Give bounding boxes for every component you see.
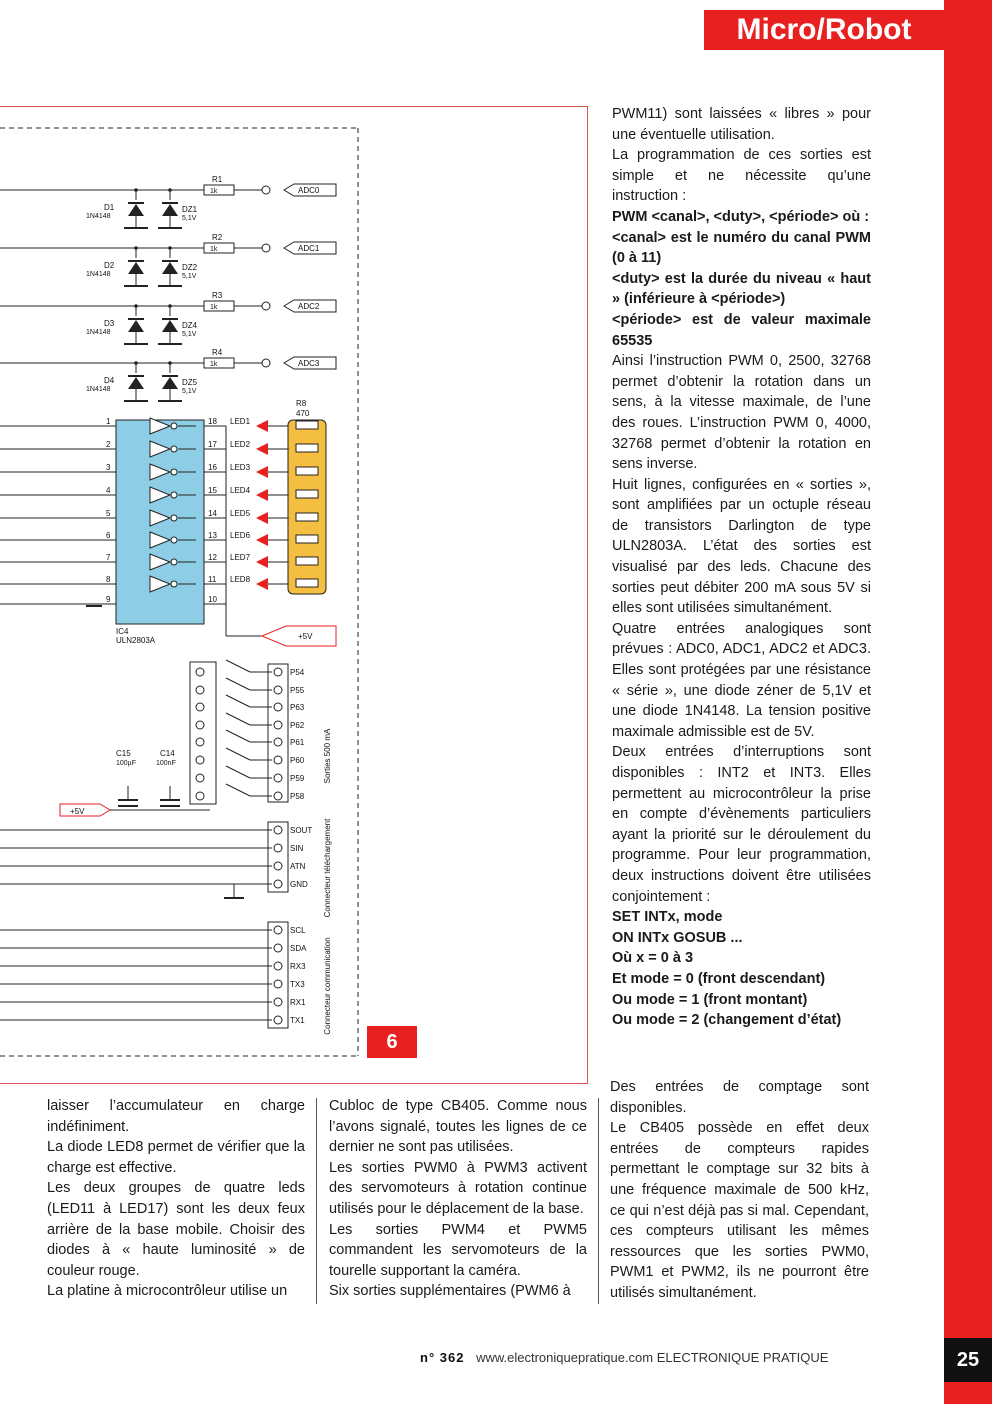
junction-dot — [134, 304, 138, 308]
paragraph: Le CB405 possède en effet deux entrées de compteurs rapides permettant le comptage sur 32 bits à une fréquence maximale de 500 kHz, ce qui n’est déjà pas si mal. Cependant, ces compteurs utilisant les mêmes ressources que les sorties PWM0, PWM1 et PWM2, ils ne pourront être utilisés simultanément. — [610, 1120, 869, 1301]
ic-pin-number: 14 — [208, 509, 217, 518]
inverter-bubble — [171, 537, 177, 543]
diode-symbol — [128, 320, 144, 332]
led-resistor — [296, 513, 318, 521]
column-divider — [598, 1098, 599, 1304]
led-symbol — [256, 489, 268, 501]
inverter-bubble — [171, 446, 177, 452]
zener-ref: DZ1 — [182, 205, 198, 214]
led-resistor — [296, 579, 318, 587]
output-port-label: P61 — [290, 738, 305, 747]
output-line — [226, 678, 250, 690]
schematic-figure — [0, 106, 590, 1086]
resistor-ref: R2 — [212, 233, 223, 242]
resistor-value: 1k — [210, 246, 218, 253]
diode-ref: D1 — [104, 203, 115, 212]
comm-port-label: RX1 — [290, 998, 306, 1007]
output-port-label: P59 — [290, 774, 305, 783]
header-pin — [196, 686, 204, 694]
diode-ref: D3 — [104, 319, 115, 328]
output-line — [226, 784, 250, 796]
led-symbol — [256, 556, 268, 568]
bottom-column-2 — [329, 1096, 587, 1302]
zener-ref: DZ5 — [182, 378, 198, 387]
diode-ref: D4 — [104, 376, 115, 385]
paragraph: Cubloc de type CB405. Comme nous l’avons signalé, toutes les lignes de ce dernier ne sont pas utilisées. — [329, 1098, 587, 1156]
paragraph: <canal> est le numéro du canal PWM (0 à 11) — [612, 229, 871, 267]
terminal — [274, 686, 282, 694]
output-line — [226, 766, 250, 778]
ic-pin-number: 16 — [208, 463, 217, 472]
paragraph: La platine à microcontrôleur utilise un — [47, 1283, 288, 1300]
ic-pin-number: 18 — [208, 417, 217, 426]
led-label: LED8 — [230, 575, 251, 584]
terminal — [274, 703, 282, 711]
resistor-ref: R4 — [212, 348, 223, 357]
led-resistor — [296, 467, 318, 475]
paragraph: PWM11) sont laissées « libres » pour une éventuelle utilisation. — [612, 106, 871, 143]
terminal — [274, 738, 282, 746]
junction-dot — [134, 246, 138, 250]
ic-pin-number: 2 — [106, 440, 111, 449]
zener-symbol — [162, 262, 178, 274]
ic-pin-number: 10 — [208, 595, 217, 604]
ic-pin-number: 5 — [106, 509, 111, 518]
page-edge-red-bar — [944, 0, 992, 1404]
led-label: LED3 — [230, 463, 251, 472]
led-label: LED4 — [230, 486, 251, 495]
output-port-label: P54 — [290, 668, 305, 677]
ic-pin-number: 17 — [208, 440, 217, 449]
terminal — [274, 980, 282, 988]
paragraph: Où x = 0 à 3 — [612, 950, 694, 967]
page-number: 25 — [944, 1338, 992, 1382]
ic-pin-number: 7 — [106, 553, 111, 562]
download-caption: Connecteur téléchargement — [323, 818, 332, 918]
header-pin — [196, 756, 204, 764]
ic-pin-number: 9 — [106, 595, 111, 604]
terminal — [262, 302, 270, 310]
ic-pin-number: 8 — [106, 575, 111, 584]
diode-part: 1N4148 — [86, 386, 111, 393]
paragraph: Deux entrées d’interruptions sont disponibles : INT2 et INT3. Elles permettent au microcontrôleur la prise en compte d’évènements particuliers ayant la priorité sur le déroulement du programme. Pour leur programmation, deux instructions doivent être utilisées conjointement : — [612, 744, 871, 905]
junction-dot — [168, 304, 172, 308]
terminal — [274, 944, 282, 952]
resistor — [204, 185, 234, 195]
resistor-value: 1k — [210, 361, 218, 368]
ic-pin-number: 4 — [106, 486, 111, 495]
zener-symbol — [162, 320, 178, 332]
outputs-caption: Sorties 500 mA — [323, 728, 332, 784]
download-port-label: ATN — [290, 862, 306, 871]
header-connector — [190, 662, 216, 804]
inverter-bubble — [171, 515, 177, 521]
inverter-bubble — [171, 581, 177, 587]
terminal — [262, 244, 270, 252]
bottom-column-1 — [47, 1096, 305, 1302]
paragraph: Ou mode = 2 (changement d’état) — [612, 1012, 842, 1029]
terminal — [274, 721, 282, 729]
ic-pin-number: 13 — [208, 531, 217, 540]
section-header: Micro/Robot — [704, 10, 944, 50]
paragraph: <période> est de valeur maximale 65535 — [612, 311, 871, 349]
output-port-label: P58 — [290, 792, 305, 801]
paragraph: Quatre entrées analogiques sont prévues : ADC0, ADC1, ADC2 et ADC3. Elles sont protégées par une résistance « série », une diode zéner de 5,1V et une diode 1N4148. La tension positive maximale admissible est de 5V. — [612, 620, 871, 740]
output-line — [226, 748, 250, 760]
download-port-label: SOUT — [290, 826, 313, 835]
zener-value: 5,1V — [182, 331, 197, 338]
paragraph: Des entrées de comptage sont disponibles. — [610, 1079, 869, 1116]
paragraph: Les sorties PWM4 et PWM5 commandent les servomoteurs de la tourelle supportant la caméra. — [329, 1221, 587, 1279]
paragraph: ON INTx GOSUB ... — [612, 929, 743, 946]
paragraph: Ou mode = 1 (front montant) — [612, 991, 808, 1008]
terminal — [274, 880, 282, 888]
led-label: LED1 — [230, 417, 251, 426]
resistor-ref: R1 — [212, 175, 223, 184]
footer — [420, 1350, 828, 1365]
paragraph: La diode LED8 permet de vérifier que la charge est effective. — [47, 1139, 305, 1176]
paragraph: Ainsi l’instruction PWM 0, 2500, 32768 permet d’obtenir la rotation dans un sens, à la vitesse maximale, de l’une des roues. L’instruction PWM 0, 4000, 32768 permet d’obtenir la rotation en sens inverse. — [612, 353, 871, 473]
zener-ref: DZ2 — [182, 263, 198, 272]
paragraph: Huit lignes, configurées en « sorties », sont amplifiées par un octuple réseau de transistors Darlington de type ULN2803A. L’état des sorties est visualisé par des leds. Chacune des sorties peut débiter 200 mA sous 5V si elles sont utilisées simultanément. — [612, 476, 871, 617]
ic-part: ULN2803A — [116, 636, 156, 645]
led-symbol — [256, 420, 268, 432]
paragraph: Six sorties supplémentaires (PWM6 à — [329, 1283, 571, 1300]
diode-ref: D2 — [104, 261, 115, 270]
cap-ref: C14 — [160, 749, 175, 758]
led-symbol — [256, 512, 268, 524]
junction-dot — [134, 188, 138, 192]
output-line — [226, 730, 250, 742]
resistor — [204, 358, 234, 368]
junction-dot — [168, 188, 172, 192]
inverter-bubble — [171, 492, 177, 498]
vcc-label: +5V — [70, 807, 85, 816]
figure-number: 6 — [367, 1026, 417, 1058]
download-port-label: GND — [290, 880, 308, 889]
paragraph: laisser l’accumulateur en charge indéfiniment. — [47, 1098, 305, 1135]
resistor-value: 1k — [210, 188, 218, 195]
r8-value: 470 — [296, 409, 310, 418]
comm-port-label: SDA — [290, 944, 307, 953]
led-label: LED7 — [230, 553, 251, 562]
inverter-bubble — [171, 559, 177, 565]
terminal — [274, 756, 282, 764]
junction-dot — [168, 246, 172, 250]
port-label: ADC0 — [298, 186, 320, 195]
output-port-label: P63 — [290, 703, 305, 712]
output-port-label: P60 — [290, 756, 305, 765]
output-line — [226, 660, 250, 672]
resistor-value: 1k — [210, 304, 218, 311]
output-port-label: P62 — [290, 721, 305, 730]
led-resistor — [296, 557, 318, 565]
diode-part: 1N4148 — [86, 213, 111, 220]
terminal — [262, 186, 270, 194]
terminal — [262, 359, 270, 367]
terminal — [274, 1016, 282, 1024]
ic-pin-number: 3 — [106, 463, 111, 472]
zener-value: 5,1V — [182, 215, 197, 222]
led-symbol — [256, 534, 268, 546]
comm-port-label: SCL — [290, 926, 306, 935]
comm-port-label: TX3 — [290, 980, 305, 989]
terminal — [274, 844, 282, 852]
paragraph: <duty> est la durée du niveau « haut » (inférieure à <période>) — [612, 270, 871, 308]
terminal — [274, 962, 282, 970]
led-resistor — [296, 421, 318, 429]
port-label: ADC2 — [298, 302, 320, 311]
header-pin — [196, 774, 204, 782]
resistor — [204, 301, 234, 311]
led-label: LED5 — [230, 509, 251, 518]
terminal-block — [268, 922, 288, 1028]
paragraph: La programmation de ces sorties est simple et ne nécessite qu’une instruction : — [612, 147, 871, 205]
zener-symbol — [162, 204, 178, 216]
header-pin — [196, 703, 204, 711]
ic-pin-number: 15 — [208, 486, 217, 495]
terminal — [274, 926, 282, 934]
ic-pin-number: 12 — [208, 553, 217, 562]
header-pin — [196, 738, 204, 746]
terminal — [274, 774, 282, 782]
ic-ref: IC4 — [116, 627, 129, 636]
output-line — [226, 713, 250, 725]
resistor — [204, 243, 234, 253]
right-column-text-continued — [610, 1077, 869, 1304]
led-label: LED2 — [230, 440, 251, 449]
ic-pin-number: 11 — [208, 575, 217, 584]
download-port-label: SIN — [290, 844, 304, 853]
diode-symbol — [128, 204, 144, 216]
ic-pin-number: 6 — [106, 531, 111, 540]
cap-value: 100µF — [116, 760, 136, 767]
inverter-bubble — [171, 469, 177, 475]
paragraph: Les sorties PWM0 à PWM3 activent des servomoteurs à rotation continue utilisés pour le déplacement de la base. — [329, 1159, 587, 1217]
port-label: ADC1 — [298, 244, 320, 253]
comm-port-label: RX3 — [290, 962, 306, 971]
resistor-ref: R3 — [212, 291, 223, 300]
ic-pin-number: 1 — [106, 417, 111, 426]
output-line — [226, 695, 250, 707]
led-resistor — [296, 490, 318, 498]
website-link[interactable]: www.electroniquepratique.com — [476, 1350, 654, 1365]
zener-symbol — [162, 377, 178, 389]
paragraph: SET INTx, mode — [612, 909, 723, 926]
r8-ref: R8 — [296, 399, 307, 408]
cap-value: 100nF — [156, 760, 176, 767]
terminal — [274, 826, 282, 834]
led-symbol — [256, 466, 268, 478]
comm-caption: Connecteur communication — [323, 937, 332, 1035]
led-resistor — [296, 444, 318, 452]
diode-symbol — [128, 262, 144, 274]
output-port-label: P55 — [290, 686, 305, 695]
magazine-name: ELECTRONIQUE PRATIQUE — [656, 1350, 829, 1365]
paragraph: Et mode = 0 (front descendant) — [612, 970, 826, 987]
diode-part: 1N4148 — [86, 271, 111, 278]
terminal — [274, 668, 282, 676]
led-symbol — [256, 578, 268, 590]
led-symbol — [256, 443, 268, 455]
led-label: LED6 — [230, 531, 251, 540]
diode-symbol — [128, 377, 144, 389]
terminal — [274, 792, 282, 800]
header-pin — [196, 792, 204, 800]
terminal — [274, 862, 282, 870]
zener-value: 5,1V — [182, 388, 197, 395]
port-label: ADC3 — [298, 359, 320, 368]
zener-value: 5,1V — [182, 273, 197, 280]
paragraph: Les deux groupes de quatre leds (LED11 à LED17) sont les deux feux arrière de la base mobile. Choisir des diodes à « haute luminosité » de couleur rouge. — [47, 1180, 305, 1279]
terminal — [274, 998, 282, 1006]
comm-port-label: TX1 — [290, 1016, 305, 1025]
paragraph: PWM <canal>, <duty>, <période> où : — [612, 208, 870, 225]
issue-number: n° 362 — [420, 1350, 465, 1365]
zener-ref: DZ4 — [182, 321, 198, 330]
led-resistor — [296, 535, 318, 543]
junction-dot — [168, 361, 172, 365]
vcc-flag — [60, 804, 110, 816]
column-divider — [316, 1098, 317, 1304]
vcc-label: +5V — [298, 632, 313, 641]
header-pin — [196, 721, 204, 729]
right-column-text — [612, 104, 871, 1031]
diode-part: 1N4148 — [86, 329, 111, 336]
junction-dot — [134, 361, 138, 365]
header-pin — [196, 668, 204, 676]
cap-ref: C15 — [116, 749, 131, 758]
inverter-bubble — [171, 423, 177, 429]
